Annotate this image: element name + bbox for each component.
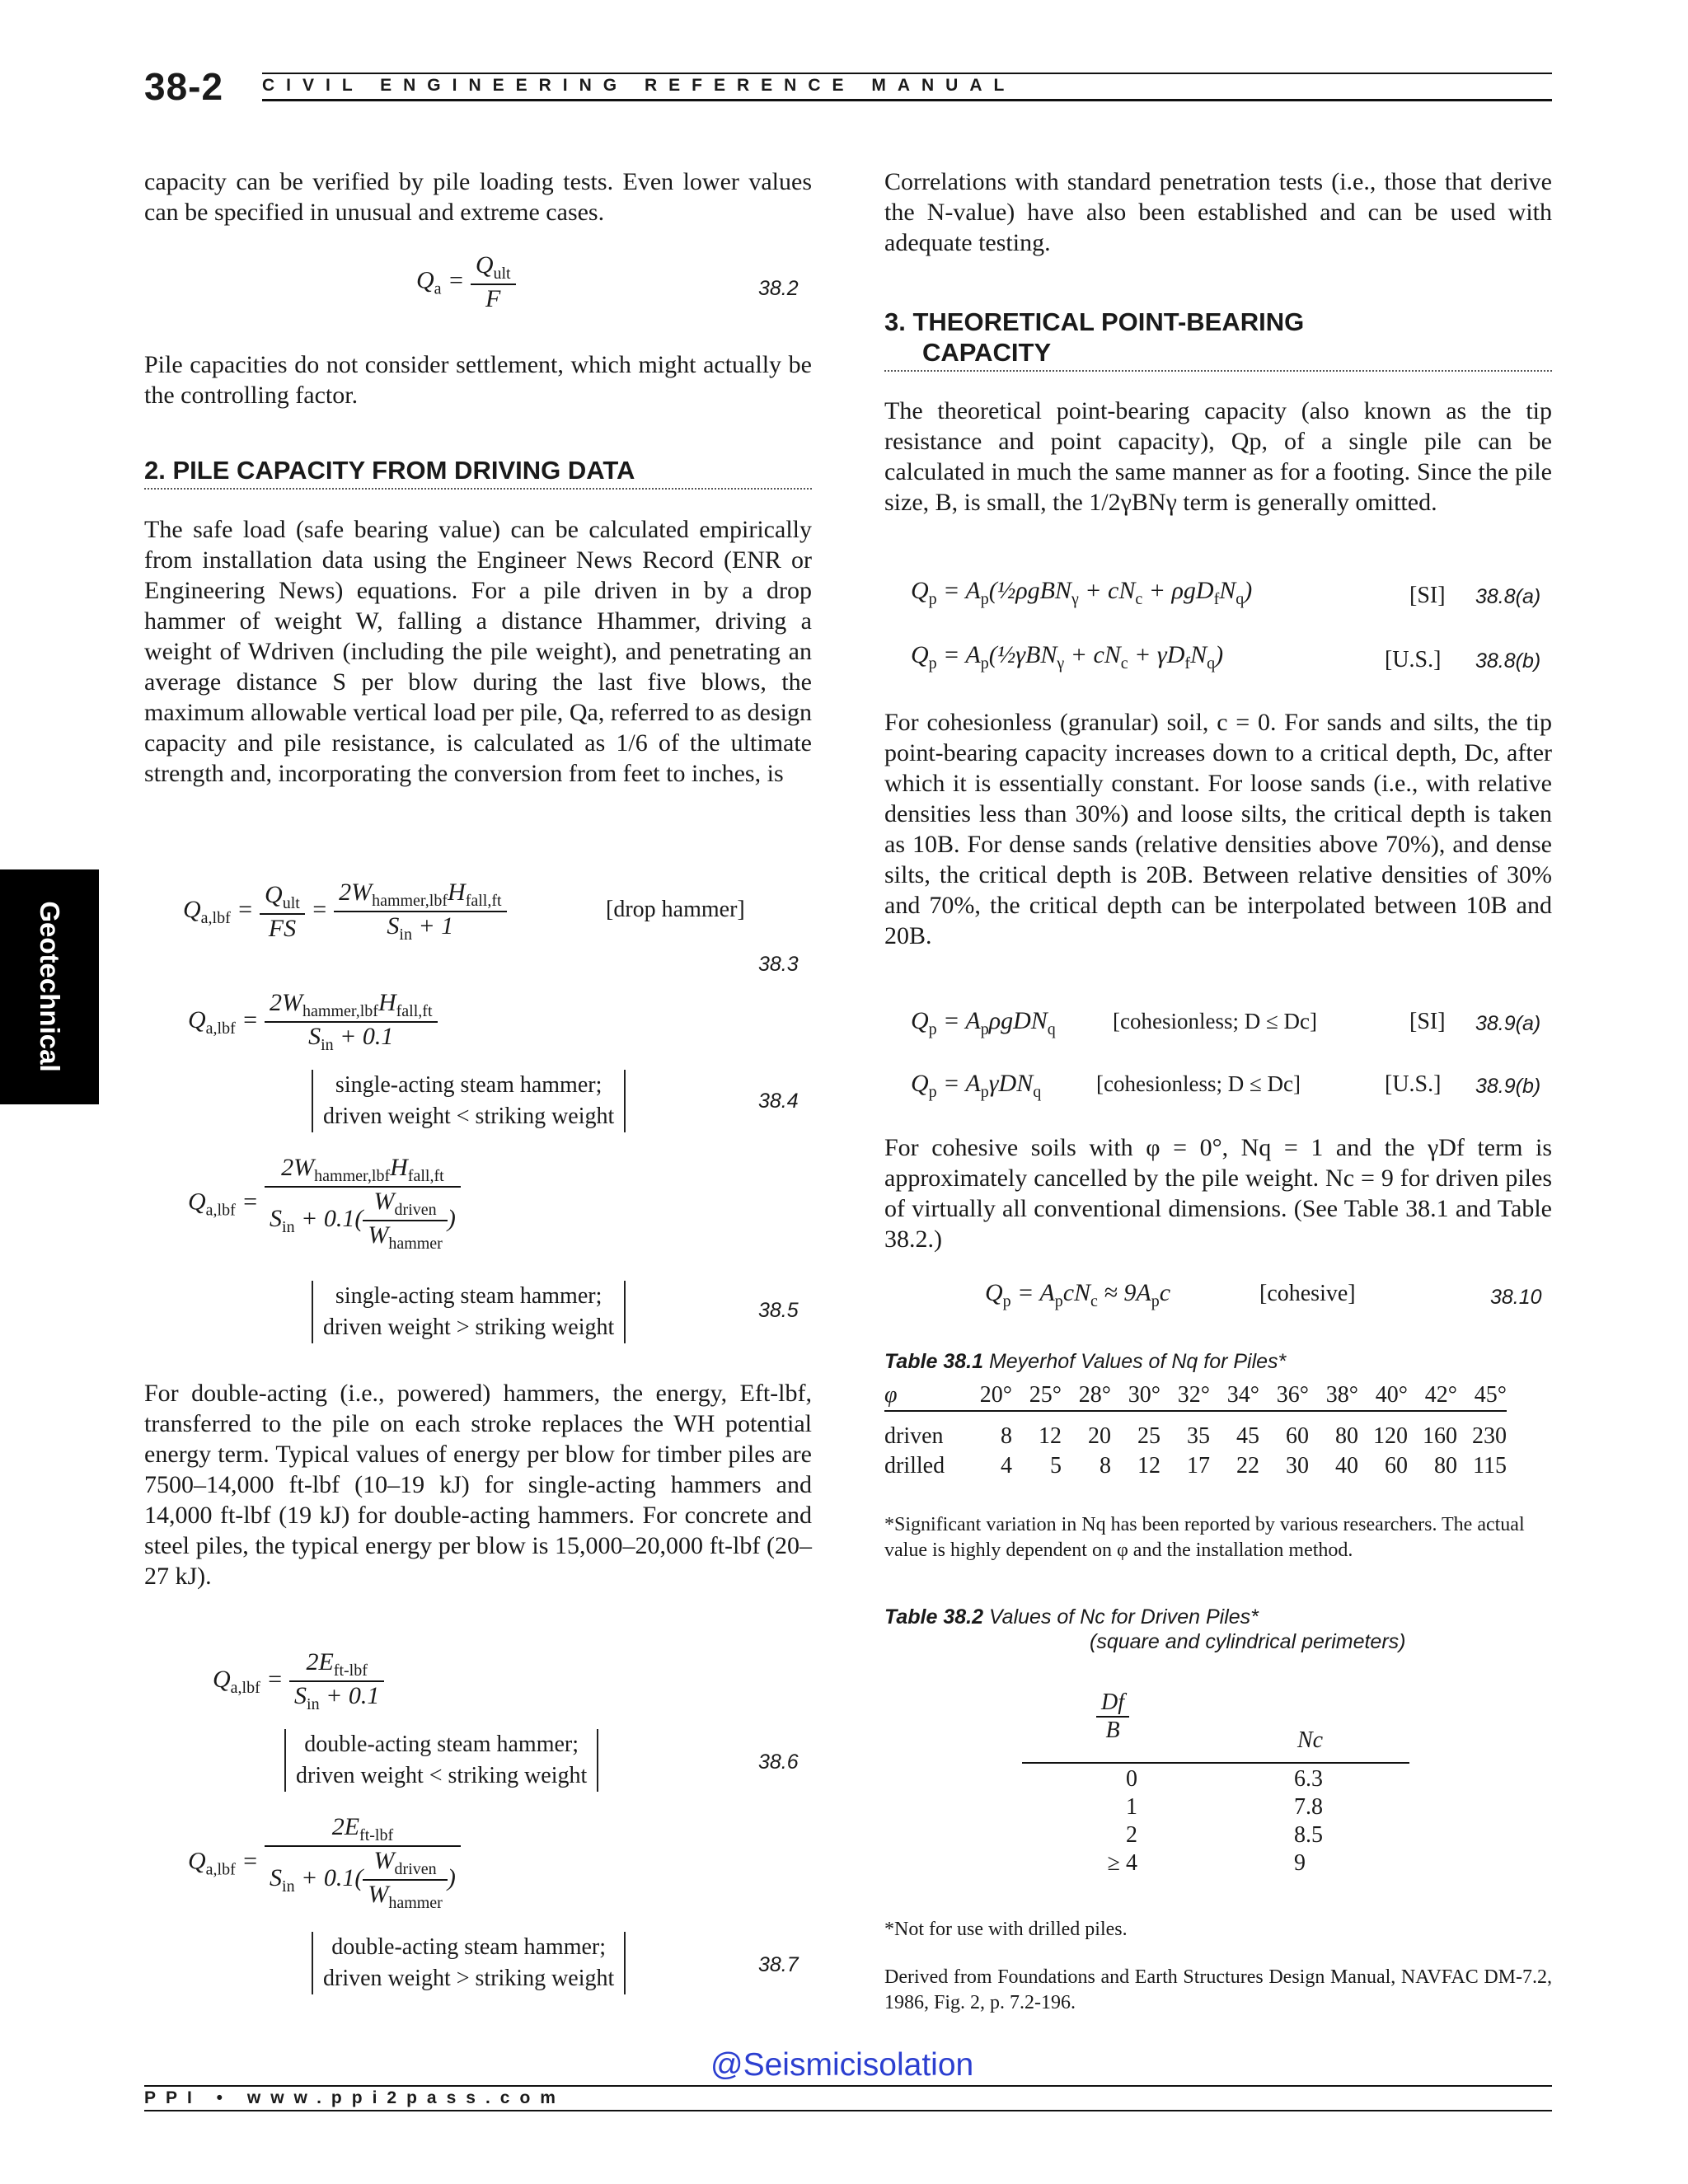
section-heading: 2. PILE CAPACITY FROM DRIVING DATA [144, 455, 812, 490]
equation-tag: [drop hammer] [606, 897, 745, 922]
table-cell: 80 [1434, 1453, 1457, 1479]
cohesionless-paragraph: For cohesionless (granular) soil, c = 0. For sands and silts, the tip point-bearing capacity increases down to a critical depth, Dc, after which it is essentially constant. For loose sands (i.e., with relative densities less than 30%) and loose silts, the critical depth is taken as 10B. For dense sands (relative densities above 70%), and dense silts, the critical depth is 20B. Between relative densities of 30% and 70%, the critical depth can be interpolated between 10B and 20B. [884, 709, 1552, 949]
footer-rule-top [144, 2085, 1552, 2087]
unit-tag: [SI] [1409, 583, 1446, 608]
heading-2-wrap [144, 455, 812, 490]
equation-condition [312, 1281, 626, 1343]
heading-line: CAPACITY [922, 338, 1052, 367]
table-cell: 7.8 [1294, 1794, 1323, 1820]
condition-line: driven weight < striking weight [323, 1104, 615, 1129]
double-acting-paragraph: For double-acting (i.e., powered) hammers, the energy, Eft-lbf, transferred to the pile on each stroke replaces the WH potential energy term. Typical values of energy per blow for timber piles are 7500–14,000 ft-lbf (10–19 kJ) for single-acting hammers and 14,000 ft-lbf (19 kJ) for double-acting hammers. For concrete and steel piles, the typical energy per blow is 15,000–20,000 ft-lbf (20–27 kJ). [144, 1380, 812, 1590]
header-rule-top [262, 73, 1552, 74]
table-header-cell: 36° [1276, 1382, 1309, 1408]
table-number: Table 38.1 [884, 1350, 983, 1373]
table-cell: 230 [1472, 1423, 1507, 1449]
equation-number: 38.4 [758, 1090, 799, 1113]
cohesionless-wrap [884, 707, 1552, 951]
nc-header: Nc [1297, 1727, 1324, 1753]
theory-wrap [884, 396, 1552, 518]
table-subtitle: (square and cylindrical perimeters) [1090, 1630, 1406, 1653]
table-cell: driven [884, 1423, 944, 1449]
table-header-cell: 34° [1226, 1382, 1259, 1408]
table-title: Meyerhof Values of Nq for Piles* [988, 1350, 1287, 1373]
condition-line: single-acting steam hammer; [335, 1072, 603, 1098]
equation-38-10: $Q_p = A_pcN_c \approx 9A_pc$ [985, 1279, 1171, 1310]
theory-paragraph: The theoretical point-bearing capacity (also known as the tip resistance and point capacity), Qp, of a single pile can be calculated in much the same manner as for a footing. Since the pile size, B, is small, the 1/2γBNγ term is generally omitted. [884, 397, 1552, 516]
unit-tag: [SI] [1409, 1009, 1446, 1034]
cohesive-paragraph: For cohesive soils with φ = 0°, Nq = 1 and the γDf term is approximately cancelled by the pile weight. Nc = 9 for driven piles of virtually all conventional dimensions. (See Table 38.1 and Table 38.2.) [884, 1134, 1552, 1253]
heading-3-wrap [884, 307, 1552, 372]
unit-tag: [U.S.] [1385, 647, 1442, 673]
equation-38-8a: $Q_p$ = $A_p(\frac{1}{2}\rho gBN_\gamma + cN_c + \rho gD_fN_q)$ [911, 577, 1253, 608]
equation-number: 38.9(a) [1475, 1012, 1541, 1035]
table-cell: 1 [1126, 1794, 1137, 1820]
table-header-cell: 38° [1325, 1382, 1358, 1408]
equation-condition [284, 1729, 598, 1792]
side-tab [0, 869, 99, 1104]
condition-line: driven weight < striking weight [296, 1763, 588, 1788]
condition-line: single-acting steam hammer; [335, 1283, 603, 1309]
table-header-cell: 45° [1474, 1382, 1507, 1408]
table-cell: ≥ 4 [1107, 1850, 1137, 1876]
left-column [144, 166, 812, 227]
equation-38-8b: $Q_p$ = $A_p(\frac{1}{2}\gamma BN_\gamma + cN_c + \gamma D_fN_q)$ [911, 641, 1224, 673]
table-cell: 12 [1137, 1453, 1160, 1479]
header-denominator: B [1105, 1718, 1120, 1743]
settlement-paragraph-wrap [144, 349, 812, 410]
right-column [884, 166, 1552, 258]
header-rule-bottom [262, 99, 1552, 101]
table-title: Values of Nc for Driven Piles* [988, 1605, 1259, 1629]
table-cell: 160 [1423, 1423, 1457, 1449]
table-source: Derived from Foundations and Earth Structures Design Manual, NAVFAC DM-7.2, 1986, Fig. 2, p. 7.2-196. [884, 1966, 1552, 2013]
table-cell: 8.5 [1294, 1822, 1323, 1848]
table-header [1022, 1690, 1409, 1764]
equation-number: 38.3 [758, 953, 799, 976]
equation-number: 38.6 [758, 1750, 799, 1774]
page-number: 38-2 [144, 65, 224, 108]
table-header-cell: 40° [1375, 1382, 1408, 1408]
table-caption [884, 1605, 1259, 1629]
equation-38-6: $Q_{a,lbf}$ = $\frac{2E_{ft-lbf}}{S_{in} + 0.1}$ [213, 1648, 384, 1714]
table-cell: 60 [1385, 1453, 1408, 1479]
table-header-cell: 30° [1128, 1382, 1160, 1408]
table-footnote: *Significant variation in Nq has been reported by various researchers. The actual value is highly dependent on φ and the installation method. [884, 1514, 1525, 1561]
equation-38-3: $Q_{a,lbf}$ = $\frac{Q_{ult}}{FS}$ = $\frac{2W_{hammer,lbf}H_{fall,ft}}{S_{in} + 1}$ [183, 879, 507, 944]
manual-title: CIVIL ENGINEERING REFERENCE MANUAL [262, 76, 1016, 95]
table-header-cell: 28° [1078, 1382, 1111, 1408]
equation-38-5: $Q_{a,lbf}$ = $2W_{hammer,lbf}H_{fall,ft}$ $S_{in} + 0.1$( $\frac{W_{driven}}{W_{hammer}}$ ) [188, 1154, 461, 1254]
table-cell: 6.3 [1294, 1766, 1323, 1792]
table-header-cell: 32° [1177, 1382, 1210, 1408]
equation-number: 38.5 [758, 1299, 799, 1322]
table-cell: 8 [1100, 1453, 1111, 1479]
watermark-text: @Seismicisolation [710, 2047, 974, 2083]
condition-line: double-acting steam hammer; [304, 1732, 579, 1757]
equation-38-9b: $Q_p = A_p\gamma DN_q$ [911, 1070, 1042, 1101]
table-cell: 60 [1286, 1423, 1309, 1449]
table-cell: 2 [1126, 1822, 1137, 1848]
settlement-paragraph: Pile capacities do not consider settlement, which might actually be the controlling factor. [144, 351, 812, 409]
table-footnote: *Not for use with drilled piles. [884, 1919, 1128, 1940]
table-number: Table 38.2 [884, 1605, 983, 1629]
table-cell: 4 [1001, 1453, 1012, 1479]
equation-number: 38.2 [758, 277, 799, 300]
table-row [1022, 1793, 1323, 1821]
table-cell: 9 [1294, 1850, 1306, 1876]
equation-tag: [cohesionless; D ≤ Dc] [1096, 1071, 1301, 1096]
equation-38-7: $Q_{a,lbf}$ = $2E_{ft-lbf}$ $S_{in} + 0.1$( $\frac{W_{driven}}{W_{hammer}}$ ) [188, 1813, 461, 1913]
table-row [1022, 1849, 1323, 1877]
heading-line: 3. THEORETICAL POINT-BEARING [884, 307, 1305, 336]
cohesive-wrap [884, 1132, 1552, 1254]
table-cell: 5 [1050, 1453, 1062, 1479]
correlation-paragraph: Correlations with standard penetration tests (i.e., those that derive the N-value) have also been established and can be used with adequate testing. [884, 168, 1552, 256]
table-header-cell: 42° [1424, 1382, 1457, 1408]
equation-tag: [cohesionless; D ≤ Dc] [1113, 1009, 1318, 1033]
condition-line: double-acting steam hammer; [331, 1934, 607, 1960]
equation-tag: [cohesive] [1259, 1281, 1356, 1306]
table-cell: drilled [884, 1453, 945, 1479]
equation-38-2: $Q_a$ = $\frac{Q_{ult}}{F}$ [416, 251, 516, 313]
equation-condition [312, 1932, 626, 1994]
side-tab-label: Geotechnical [35, 901, 65, 1072]
table-row [884, 1411, 1507, 1451]
df-over-b-header [1096, 1690, 1129, 1744]
table-cell: 45 [1236, 1423, 1259, 1449]
table-header-cell: 25° [1029, 1382, 1062, 1408]
table-cell: 20 [1088, 1423, 1111, 1449]
footer-rule-bottom [144, 2110, 1552, 2111]
equation-condition [312, 1070, 626, 1132]
table-cell: 35 [1187, 1423, 1210, 1449]
section-heading [884, 307, 1552, 372]
condition-line: driven weight > striking weight [323, 1966, 615, 1991]
equation-number: 38.10 [1490, 1286, 1542, 1309]
unit-tag: [U.S.] [1385, 1071, 1442, 1097]
table-row [884, 1451, 1507, 1481]
table-cell: 30 [1286, 1453, 1309, 1479]
table-caption [884, 1350, 1286, 1374]
safe-load-wrap [144, 514, 812, 789]
equation-number: 38.8(a) [1475, 585, 1541, 608]
intro-paragraph: capacity can be verified by pile loading tests. Even lower values can be specified in unusual and extreme cases. [144, 168, 812, 226]
table-cell: 22 [1236, 1453, 1259, 1479]
table-cell: 80 [1335, 1423, 1358, 1449]
table-cell: 8 [1001, 1423, 1012, 1449]
table-cell: 25 [1137, 1423, 1160, 1449]
table-row [1022, 1765, 1323, 1793]
condition-line: driven weight > striking weight [323, 1315, 615, 1340]
equation-number: 38.9(b) [1475, 1075, 1541, 1098]
equation-38-9a: $Q_p = A_p\rho gDN_q$ [911, 1007, 1056, 1038]
table-cell: 120 [1373, 1423, 1408, 1449]
table-cell: 17 [1187, 1453, 1210, 1479]
equation-number: 38.7 [758, 1953, 799, 1976]
table-header-cell: 20° [979, 1382, 1012, 1408]
safe-load-paragraph: The safe load (safe bearing value) can be calculated empirically from installation data using the Engineer News Record (ENR or Engineering News) equations. For a pile driven in by a drop hammer of weight W, falling a distance Hhammer, driving a weight of Wdriven (including the pile weight), and penetrating an average distance S per blow during the last five blows, the maximum allowable vertical load per pile, Qa, referred to as design capacity and pile resistance, is calculated as 1/6 of the ultimate strength and, incorporating the conversion from feet to inches, is [144, 516, 812, 787]
header-numerator: Df [1096, 1690, 1129, 1718]
table-cell: 40 [1335, 1453, 1358, 1479]
nc-table [1022, 1765, 1323, 1877]
table-cell: 12 [1039, 1423, 1062, 1449]
table-cell: 115 [1473, 1453, 1507, 1479]
footer-text: PPI • www.ppi2pass.com [144, 2088, 565, 2107]
table-header-cell: φ [884, 1382, 898, 1408]
nq-table [884, 1380, 1507, 1481]
equation-38-4: $Q_{a,lbf}$ = $\frac{2W_{hammer,lbf}H_{fall,ft}}{S_{in} + 0.1}$ [188, 989, 438, 1055]
equation-number: 38.8(b) [1475, 649, 1541, 673]
table-header-row [884, 1380, 1507, 1411]
table-cell: 0 [1126, 1766, 1137, 1792]
table-row [1022, 1821, 1323, 1849]
double-acting-wrap [144, 1378, 812, 1591]
